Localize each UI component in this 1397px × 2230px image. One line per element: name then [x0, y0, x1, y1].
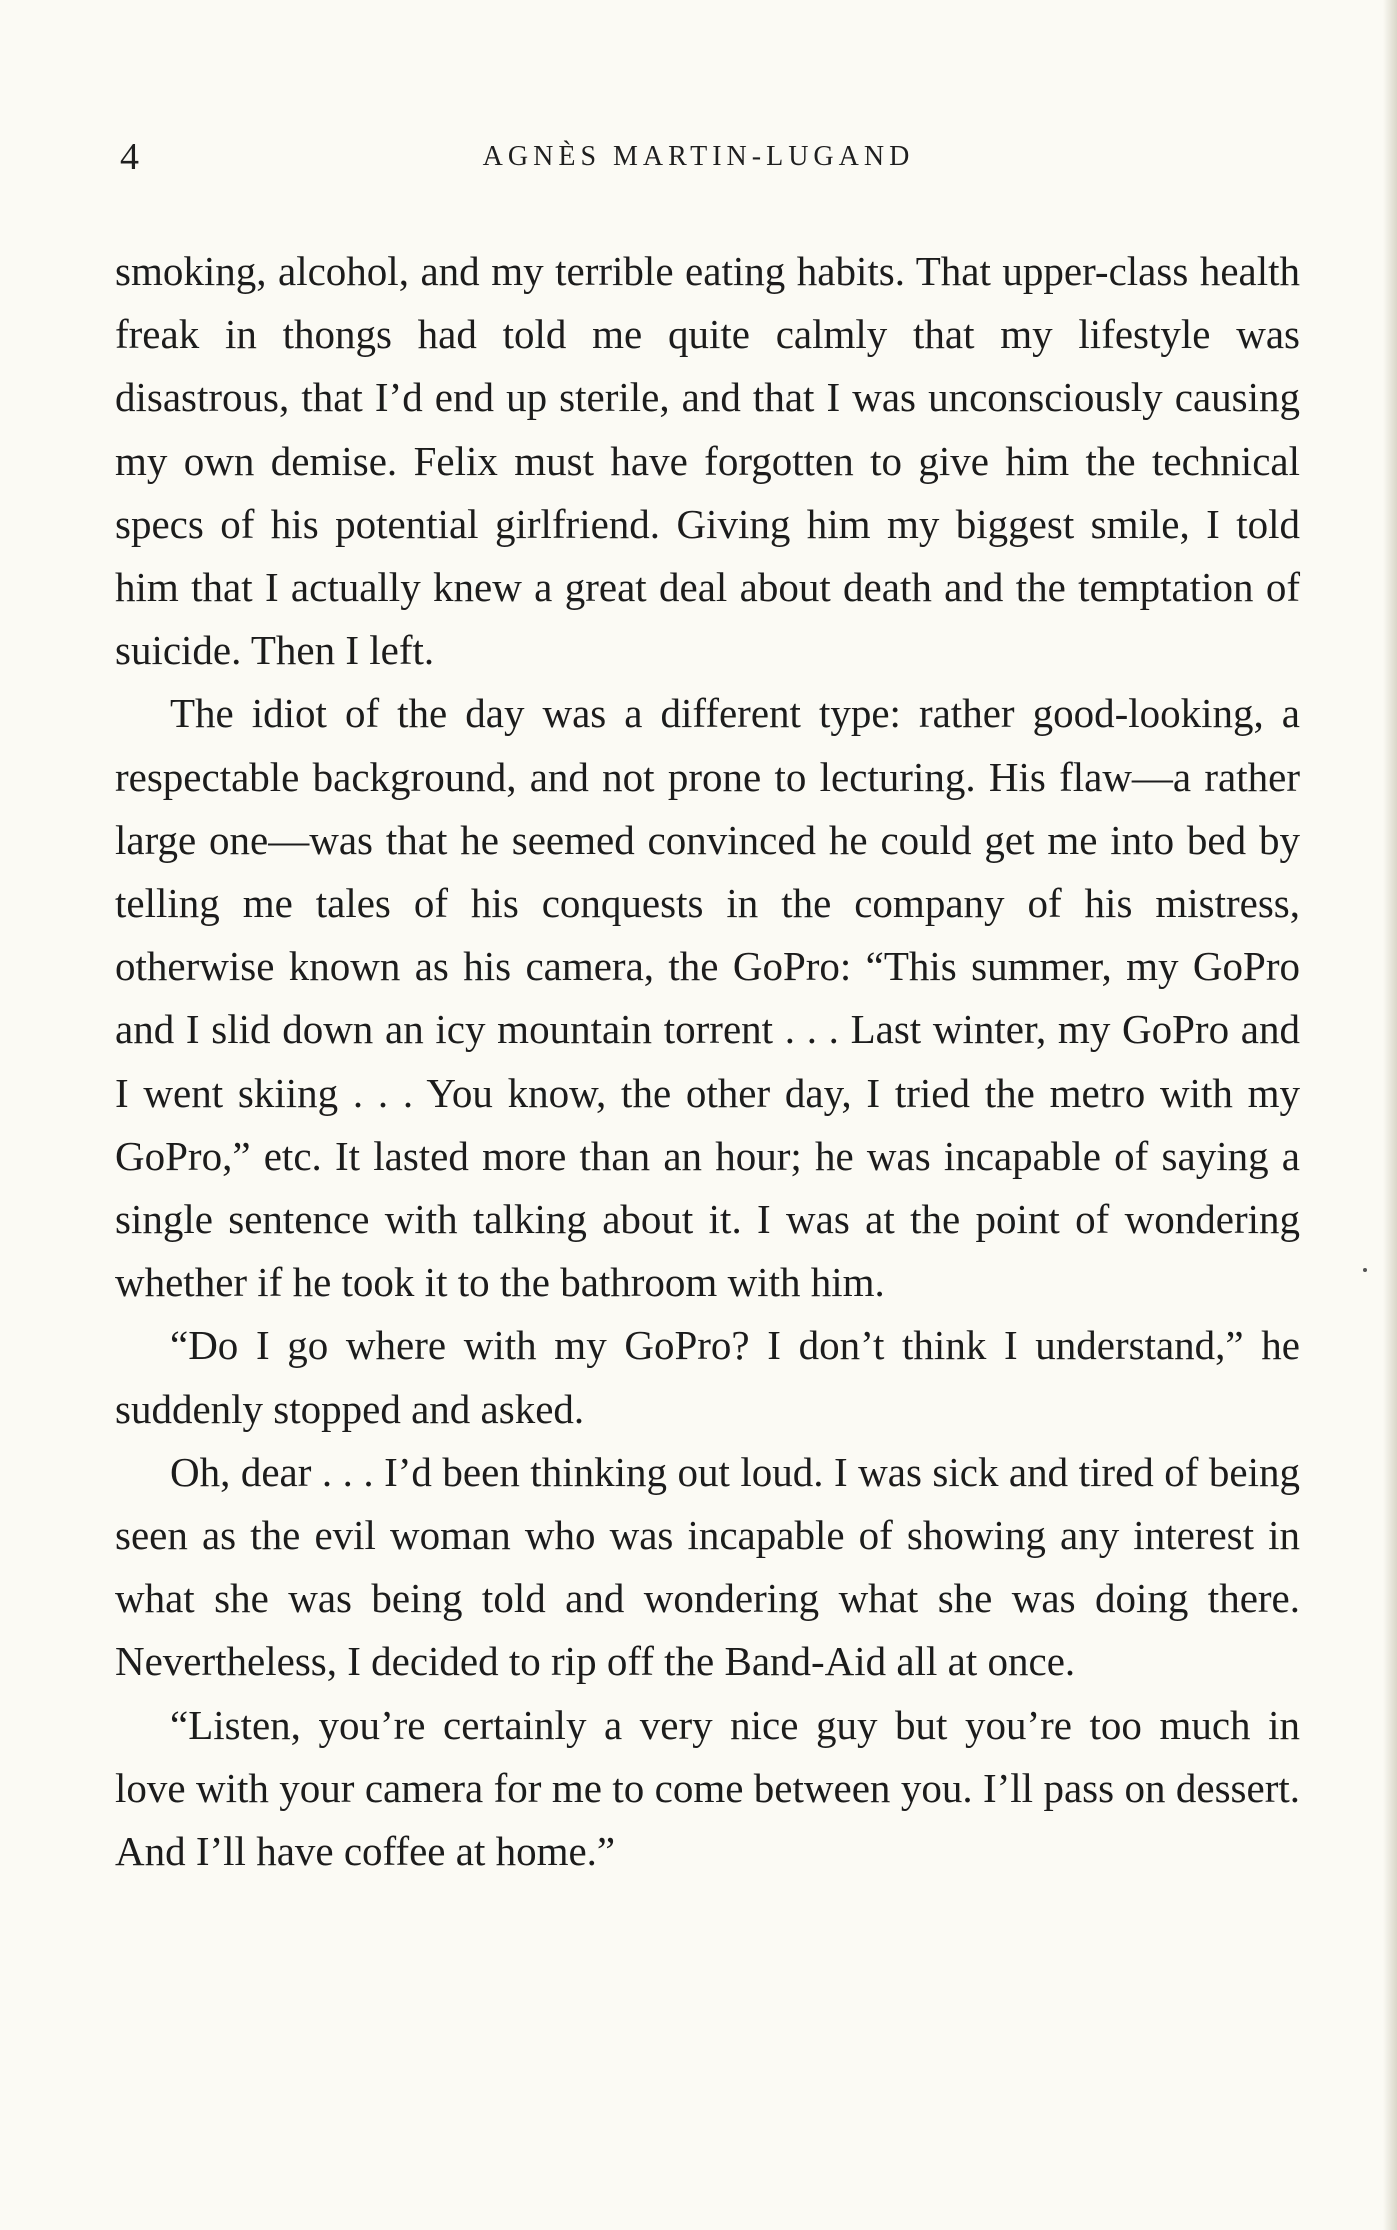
paragraph: “Listen, you’re certainly a very nice guy but you’re too much in love with your camera for me to come between you. I’ll pass on dessert. And I’ll have coffee at home.” [115, 1701, 1300, 1875]
body-text [115, 240, 1300, 1883]
page-header [0, 133, 1397, 181]
paragraph: Oh, dear . . . I’d been thinking out loud. I was sick and tired of being seen as the evil woman who was incapable of showing any interest in what she was being told and wondering what she was doing there. Nevertheless, I decided to rip off the Band-Aid all at once. [115, 1448, 1300, 1685]
running-head-author: AGNÈS MARTIN-LUGAND [482, 141, 915, 172]
paragraph: “Do I go where with my GoPro? I don’t think I understand,” he suddenly stopped and asked. [115, 1322, 1300, 1432]
page-edge-shadow [1383, 0, 1397, 2230]
paper-speck [1363, 1268, 1367, 1272]
paragraph-continued: smoking, alcohol, and my terrible eating habits. That upper-class health freak in thongs had told me quite calmly that my lifestyle was disastrous, that I’d end up sterile, and that I was unconsciously causing my own demise. Felix must have forgotten to give him the technical specs of his potential girlfriend. Giving him my biggest smile, I told him that I actually knew a great deal about death and the temptation of suicide. Then I left. [115, 248, 1300, 674]
page-number: 4 [120, 136, 139, 178]
paragraph: The idiot of the day was a different type: rather good-looking, a respectable background, and not prone to lecturing. His flaw—a rather large one—was that he seemed convinced he could get me into bed by telling me tales of his conquests in the company of his mistress, otherwise known as his camera, the GoPro: “This summer, my GoPro and I slid down an icy mountain torrent . . . Last winter, my GoPro and I went skiing . . . You know, the other day, I tried the metro with my GoPro,” etc. It lasted more than an hour; he was incapable of saying a single sentence with talking about it. I was at the point of wondering whether if he took it to the bathroom with him. [115, 690, 1300, 1306]
